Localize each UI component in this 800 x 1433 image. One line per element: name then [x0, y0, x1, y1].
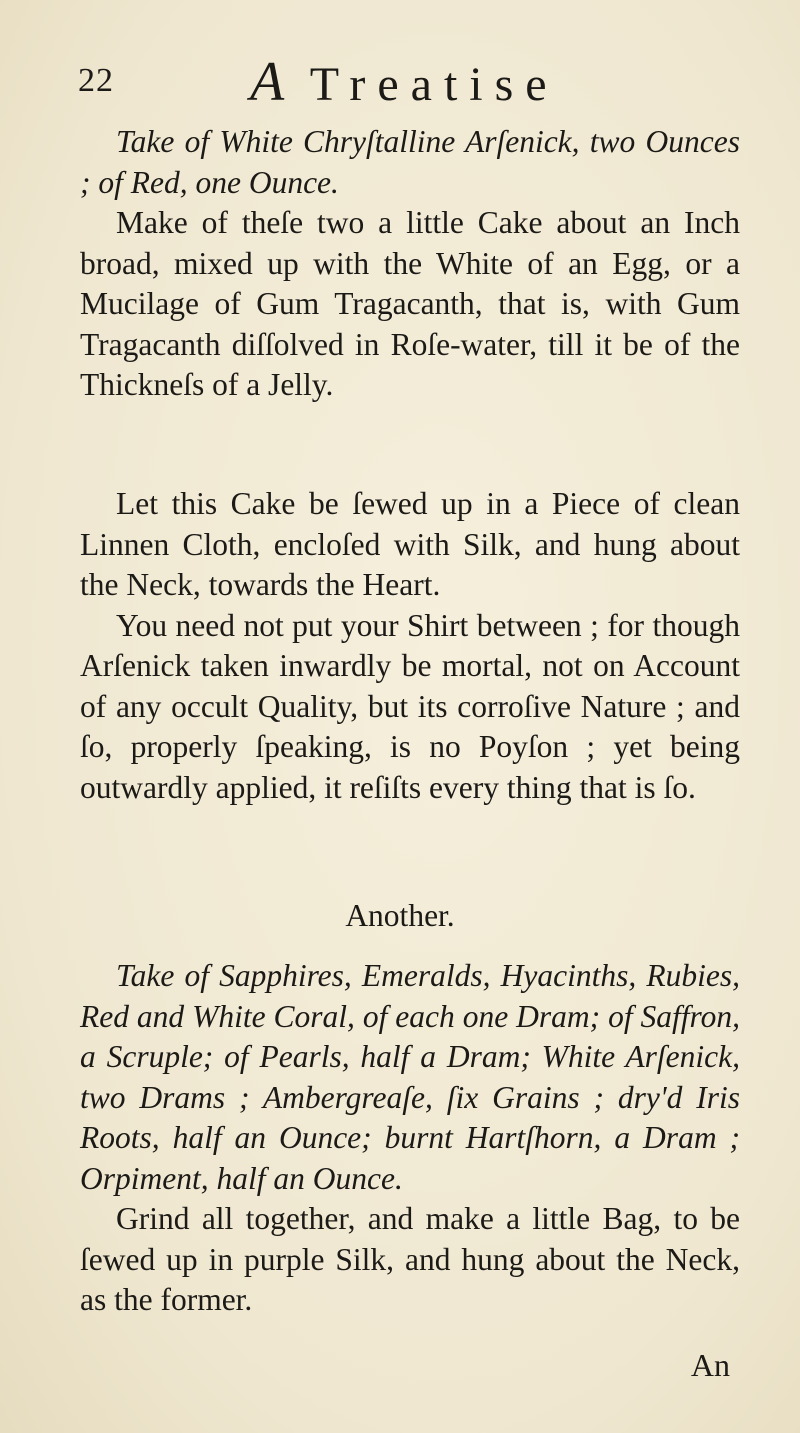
recipe-2 [80, 956, 740, 1321]
page-header [78, 48, 740, 118]
running-head-title: Treatise [309, 58, 559, 111]
paragraph-arsenick: You need not put your Shirt between ; for though Arſenick taken inwardly be mortal, not on Account of any occult Quality, but its corroſive Nature ; and ſo, properly ſpeaking, is no Poyſon ; yet being outwardly applied, it reſiſts every thing that is ſo. [80, 607, 740, 805]
paragraph-cake: Let this Cake be ſewed up in a Piece of clean Linnen Cloth, encloſed with Silk, and hung about the Neck, towards the Heart. [80, 486, 740, 602]
recipe-2-instructions: Grind all together, and make a little Bag, to be ſewed up in purple Silk, and hung about the Neck, as the former. [80, 1201, 740, 1317]
recipe-1-instructions: Make of theſe two a little Cake about an Inch broad, mixed up with the White of an Egg, or a Mucilage of Gum Tragacanth, that is, with Gum Tragacanth diſſolved in Roſe-water, till it be of the Thickneſs of a Jelly. [80, 205, 740, 402]
recipe-2-prescription: Take of Sapphires, Emeralds, Hyacinths, Rubies, Red and White Coral, of each one Dram; of Saffron, a Scruple; of Pearls, half a Dram; White Arſenick, two Drams ; Ambergreaſe, ſix Grains ; dry'd Iris Roots, half an Ounce; burnt Hartſhorn, a Dram ; Orpiment, half an Ounce. [80, 958, 740, 1196]
running-head-article: A [250, 51, 286, 113]
catchword: An [690, 1347, 730, 1383]
recipe-1 [80, 122, 740, 406]
running-head [250, 50, 559, 114]
page-number: 22 [78, 62, 114, 99]
recipe-1-prescription: Take of White Chryſtalline Arſenick, two Ounces ; of Red, one Ounce. [80, 124, 740, 200]
body-paragraphs [80, 484, 740, 808]
section-heading-another: Another. [345, 898, 455, 933]
